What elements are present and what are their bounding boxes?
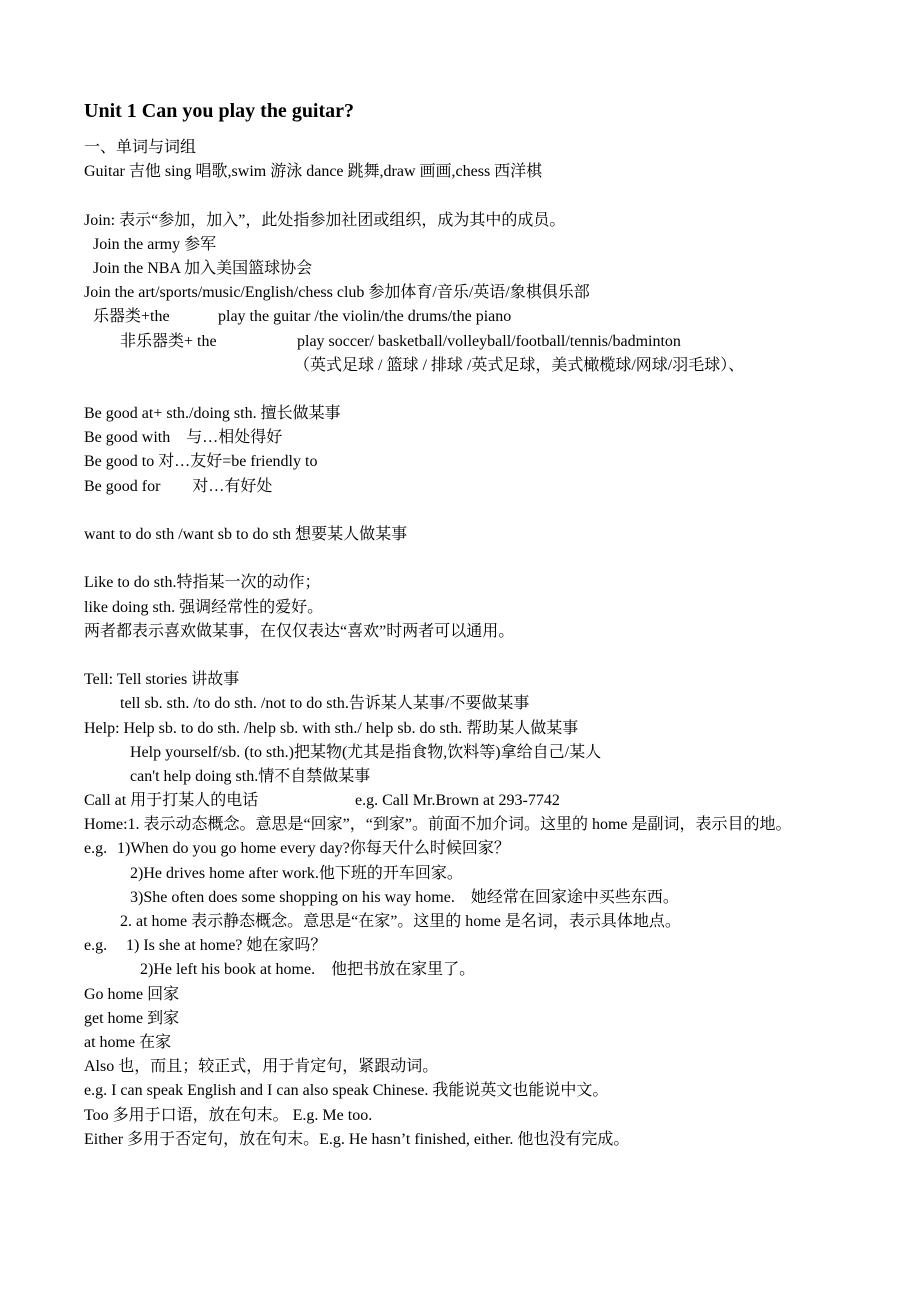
text-line: 2. at home 表示静态概念。意思是“在家”。这里的 home 是名词，表示具体地点。 — [120, 913, 681, 931]
text-segment: 1)When do you go home every day?你每天什么时候回家？ — [117, 840, 510, 858]
text-line: 3)She often does some shopping on his way home. 她经常在回家途中买些东西。 — [130, 888, 679, 906]
text-line: Join the art/sports/music/English/chess club 参加体育/音乐/英语/象棋俱乐部 — [84, 284, 590, 302]
text-line — [84, 330, 844, 354]
text-segment: e.g. — [84, 937, 108, 955]
text-line: Guitar 吉他 sing 唱歌,swim 游泳 dance 跳舞,draw 画画,chess 西洋棋 — [84, 163, 543, 181]
text-segment: 1) Is she at home? 她在家吗？ — [126, 937, 327, 955]
text-line: can't help doing sth.情不自禁做某事 — [130, 767, 371, 785]
text-line: Too 多用于口语，放在句末。 E.g. Me too. — [84, 1106, 373, 1124]
text-line: Help yourself/sb. (to sth.)把某物(尤其是指食物,饮料等)拿给自己/某人 — [130, 743, 602, 761]
text-line: Go home 回家 — [84, 985, 180, 1003]
text-line: Be good with 与…相处得好 — [84, 429, 283, 447]
text-line: Home:1. 表示动态概念。意思是“回家”，“到家”。前面不加介词。这里的 home 是副词，表示目的地。 — [84, 816, 792, 834]
text-line — [84, 837, 844, 861]
text-line: Help: Help sb. to do sth. /help sb. with sth./ help sb. do sth. 帮助某人做某事 — [84, 719, 579, 737]
text-line: Be good at+ sth./doing sth. 擅长做某事 — [84, 405, 341, 423]
text-line: e.g. I can speak English and I can also speak Chinese. 我能说英文也能说中文。 — [84, 1082, 609, 1100]
text-line: get home 到家 — [84, 1009, 180, 1027]
text-segment: 乐器类+the — [93, 308, 170, 326]
text-line: Tell: Tell stories 讲故事 — [84, 671, 240, 689]
text-line — [84, 354, 844, 378]
document-body — [84, 136, 844, 1152]
text-line — [84, 305, 844, 329]
text-line: 两者都表示喜欢做某事，在仅仅表达“喜欢”时两者可以通用。 — [84, 622, 515, 640]
text-line — [84, 789, 844, 813]
text-segment: e.g. Call Mr.Brown at 293-7742 — [355, 792, 560, 810]
text-line — [84, 934, 844, 958]
text-segment: Call at 用于打某人的电话 — [84, 792, 259, 810]
text-line: Like to do sth.特指某一次的动作； — [84, 574, 321, 592]
text-line: Either 多用于否定句，放在句末。E.g. He hasn’t finished, either. 他也没有完成。 — [84, 1130, 630, 1148]
text-line: Join the NBA 加入美国篮球协会 — [93, 259, 313, 277]
section-heading: 一、单词与词组 — [84, 139, 197, 156]
page-title: Unit 1 Can you play the guitar? — [84, 100, 355, 122]
text-segment: play soccer/ basketball/volleyball/football/tennis/badminton — [297, 332, 681, 350]
text-line: like doing sth. 强调经常性的爱好。 — [84, 598, 324, 616]
text-line: Be good to 对…友好=be friendly to — [84, 453, 318, 471]
text-line: 2)He left his book at home. 他把书放在家里了。 — [140, 961, 476, 979]
text-line: Also 也，而且；较正式，用于肯定句，紧跟动词。 — [84, 1058, 439, 1076]
text-line: Join the army 参军 — [93, 235, 217, 253]
text-segment: 非乐器类+ the — [120, 332, 217, 350]
text-line: 2)He drives home after work.他下班的开车回家。 — [130, 864, 463, 882]
text-line: tell sb. sth. /to do sth. /not to do sth.告诉某人某事/不要做某事 — [120, 695, 530, 713]
text-line: at home 在家 — [84, 1033, 172, 1051]
text-line: Be good for 对…有好处 — [84, 477, 273, 495]
text-segment: play the guitar /the violin/the drums/the piano — [218, 308, 512, 326]
text-segment: e.g. — [84, 840, 108, 858]
text-segment: （英式足球 / 篮球 / 排球 /英式足球，美式橄榄球/网球/羽毛球）、 — [294, 356, 745, 374]
text-line: want to do sth /want sb to do sth 想要某人做某事 — [84, 526, 408, 543]
text-line: Join: 表示“参加，加入”，此处指参加社团或组织，成为其中的成员。 — [84, 211, 566, 229]
